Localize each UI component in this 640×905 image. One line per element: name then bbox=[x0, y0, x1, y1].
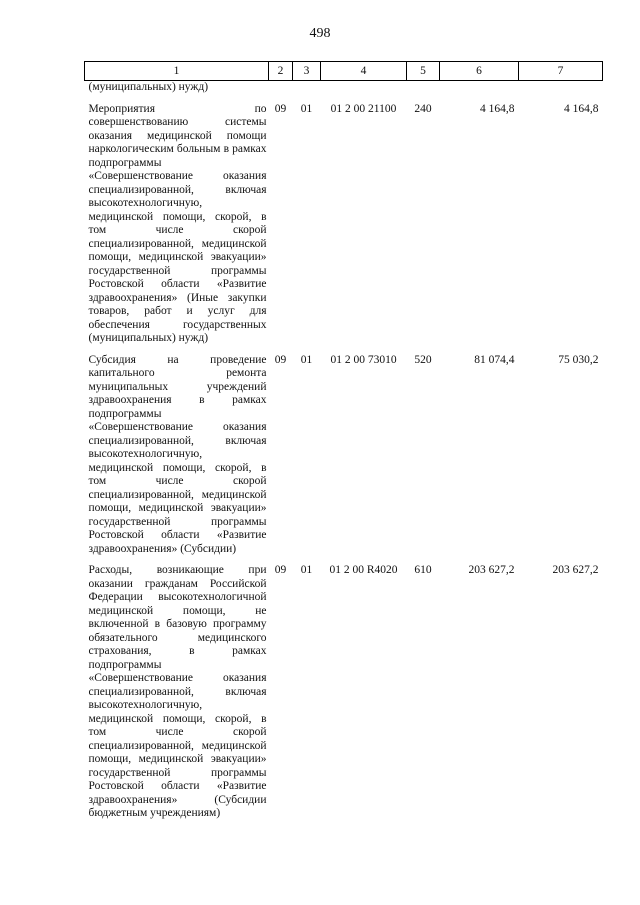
row-target-article: 01 2 00 R4020 bbox=[329, 564, 398, 576]
row-amount-2: 4 164,8 bbox=[564, 102, 599, 115]
row-amount-2: 75 030,2 bbox=[558, 353, 599, 366]
row-section: 09 bbox=[274, 102, 287, 115]
header-cell-1: 1 bbox=[85, 62, 269, 81]
header-cell-7: 7 bbox=[519, 62, 603, 81]
row-section: 09 bbox=[274, 353, 287, 366]
header-cell-2: 2 bbox=[269, 62, 293, 81]
row-description: Мероприятия по совершенствованию системы оказания медицинской помощи наркологическим больным в рамках подпрограммы «Совершенствование оказания специализированной, включая высокотехнологичную, медицинской помощи, скорой, в том числе скорой специализированной, медицинской помощи, медицинской эвакуации» государственной программы Ростовской области «Развитие здравоохранения» (Иные закупки товаров, работ и услуг для обеспечения государственных (муниципальных) нужд) bbox=[88, 102, 267, 344]
table-row bbox=[85, 354, 603, 557]
row-expense-type: 610 bbox=[414, 564, 432, 576]
row-subsection: 01 bbox=[300, 564, 313, 576]
row-amount-1: 4 164,8 bbox=[480, 102, 515, 115]
table-row bbox=[85, 564, 603, 821]
budget-table bbox=[84, 61, 603, 821]
row-target-article: 01 2 00 73010 bbox=[330, 353, 397, 366]
row-amount-1: 81 074,4 bbox=[474, 353, 515, 366]
row-subsection: 01 bbox=[300, 102, 313, 115]
row-subsection: 01 bbox=[300, 353, 313, 366]
header-cell-5: 5 bbox=[407, 62, 440, 81]
row-amount-1: 203 627,2 bbox=[468, 564, 515, 576]
row-description: Субсидия на проведение капитального ремонта муниципальных учреждений здравоохранения в рамках подпрограммы «Совершенствование оказания специализированной, включая высокотехнологичную, медицинской помощи, скорой, в том числе скорой специализированной, медицинской помощи, медицинской эвакуации» государственной программы Ростовской области «Развитие здравоохранения» (Субсидии) bbox=[88, 353, 267, 555]
carryover-row bbox=[85, 81, 603, 95]
row-expense-type: 520 bbox=[414, 353, 432, 366]
row-amount-2: 203 627,2 bbox=[552, 564, 599, 576]
row-description: Расходы, возникающие при оказании гражданам Российской Федерации высокотехнологичной медицинской помощи, не включенной в базовую программу обязательного медицинского страхования, в рамках подпрограммы «Совершенствование оказания специализированной, включая высокотехнологичную, медицинской помощи, скорой, в том числе скорой специализированной, медицинской помощи, медицинской эвакуации» государственной программы Ростовской области «Развитие здравоохранения» (Субсидии бюджетным учреждениям) bbox=[88, 564, 267, 819]
carryover-text: (муниципальных) нужд) bbox=[88, 81, 209, 93]
table-row bbox=[85, 103, 603, 346]
page-number: 498 bbox=[309, 26, 331, 41]
row-section: 09 bbox=[274, 564, 287, 576]
row-expense-type: 240 bbox=[414, 102, 432, 115]
header-cell-6: 6 bbox=[440, 62, 519, 81]
header-cell-3: 3 bbox=[293, 62, 321, 81]
table-header bbox=[85, 62, 603, 81]
row-target-article: 01 2 00 21100 bbox=[330, 102, 397, 115]
header-cell-4: 4 bbox=[321, 62, 407, 81]
